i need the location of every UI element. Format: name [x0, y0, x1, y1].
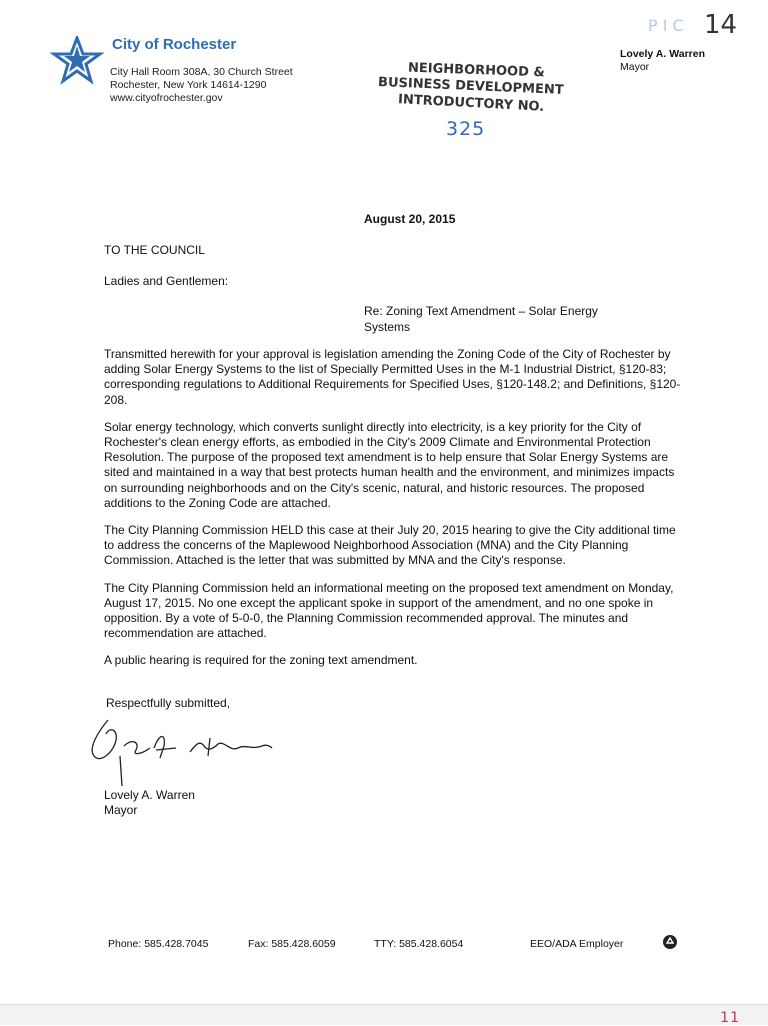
mayor-title: Mayor [620, 61, 650, 73]
website-link[interactable]: www.cityofrochester.gov [110, 92, 223, 104]
salutation: Ladies and Gentlemen: [104, 274, 229, 288]
letter-date: August 20, 2015 [364, 212, 456, 226]
page-number: 14 [704, 10, 738, 40]
city-logo-icon [50, 36, 104, 86]
address-line: Rochester, New York 14614-1290 [110, 79, 267, 91]
address-line: City Hall Room 308A, 30 Church Street [110, 66, 293, 78]
signer-block [104, 788, 195, 818]
stamp-line: NEIGHBORHOOD & [407, 60, 545, 81]
footer-eeo: EEO/ADA Employer [530, 938, 624, 950]
subject-text: Systems [364, 320, 411, 334]
footer-fax: Fax: 585.428.6059 [248, 938, 336, 950]
letter-body [104, 347, 684, 681]
paragraph: Solar energy technology, which converts sunlight directly into electricity, is a key priority for the City of Rochester's clean energy efforts, as embodied in the City's 2009 Climate and Environmental Protection Resolution. The purpose of the proposed text amendment is to help ensure that Solar Energy Systems are sited and maintained in a way that best protects human health and the environment, and minimizes impacts on surrounding neighborhoods and on the City's scenic, natural, and historic resources. The proposed additions to the Zoning Code are attached. [104, 419, 675, 510]
signer-name: Lovely A. Warren [104, 788, 195, 802]
footer-phone: Phone: 585.428.7045 [108, 938, 209, 950]
stamp-line: BUSINESS DEVELOPMENT [377, 74, 564, 99]
mayor-header [620, 48, 705, 74]
recipient: TO THE COUNCIL [104, 243, 205, 257]
stamp-line: INTRODUCTORY NO. [397, 92, 545, 115]
paragraph: The City Planning Commission held an informational meeting on the proposed text amendment on Monday, August 17, 2015. No one except the applicant spoke in support of the amendment, and no one spoke in opposition. By a vote of 5-0-0, the Planning Commission recommended approval. The minutes and recommendation are attached. [104, 580, 674, 641]
mayor-name: Lovely A. Warren [620, 48, 705, 60]
faint-page-mark: P I C [648, 16, 684, 35]
paragraph: Transmitted herewith for your approval is legislation amending the Zoning Code of the City of Rochester by adding Solar Energy Systems to the list of Specially Permitted Uses in the M-1 Industrial District, §120-83; corresponding regulations to Additional Requirements for Specified Uses, §120-148.2; and Definitions, §120-208. [104, 347, 681, 407]
recycle-icon [662, 934, 678, 950]
paragraph: A public hearing is required for the zoning text amendment. [104, 653, 418, 668]
city-address [110, 66, 293, 105]
next-page-mark: 11 [720, 1010, 740, 1026]
subject-line [364, 303, 654, 335]
city-name: City of Rochester [112, 36, 237, 53]
next-page-edge [0, 1004, 768, 1025]
signer-title: Mayor [104, 803, 138, 817]
subject-text: Re: Zoning Text Amendment – Solar Energy [364, 304, 598, 318]
paragraph: The City Planning Commission HELD this case at their July 20, 2015 hearing to give the City additional time to address the concerns of the Maplewood Neighborhood Association (MNA) and the City Planning Commission. Attached is the letter that was submitted by MNA and the City's response. [104, 523, 676, 568]
footer-tty: TTY: 585.428.6054 [374, 938, 464, 950]
introductory-number: 325 [446, 118, 486, 140]
closing: Respectfully submitted, [106, 696, 231, 710]
signature-icon [80, 712, 290, 786]
